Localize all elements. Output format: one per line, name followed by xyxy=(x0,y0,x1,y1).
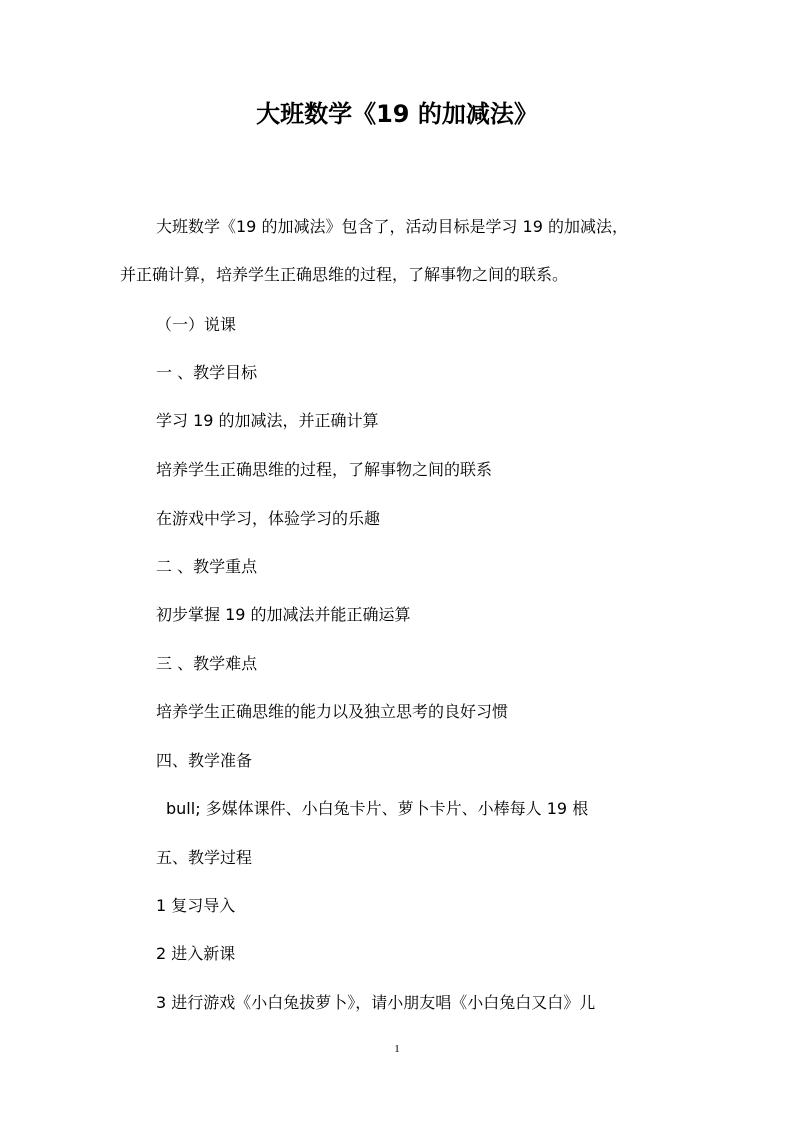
heading-teaching-process: 五、教学过程 xyxy=(156,848,253,867)
goal-item-1: 学习 19 的加减法，并正确计算 xyxy=(156,411,379,430)
heading-preparation: 四、教学准备 xyxy=(156,751,253,770)
heading-key-points: 二 、教学重点 xyxy=(156,557,258,576)
heading-teaching-goals: 一 、教学目标 xyxy=(156,363,258,382)
difficulty-item-1: 培养学生正确思维的能力以及独立思考的良好习惯 xyxy=(156,702,509,721)
section-say-lesson: （一）说课 xyxy=(156,315,237,334)
process-step-1: 1 复习导入 xyxy=(156,896,236,915)
goal-item-2: 培养学生正确思维的过程，了解事物之间的联系 xyxy=(156,460,493,479)
goal-item-3: 在游戏中学习，体验学习的乐趣 xyxy=(156,509,381,528)
intro-paragraph-line-2: 并正确计算，培养学生正确思维的过程，了解事物之间的联系。 xyxy=(120,265,569,284)
key-point-item-1: 初步掌握 19 的加减法并能正确运算 xyxy=(156,605,411,624)
heading-difficulties: 三 、教学难点 xyxy=(156,654,258,673)
intro-paragraph-line-1: 大班数学《19 的加减法》包含了，活动目标是学习 19 的加减法， xyxy=(156,217,628,236)
document-title: 大班数学《19 的加减法》 xyxy=(256,100,538,128)
page-number: 1 xyxy=(394,1043,400,1055)
process-step-2: 2 进入新课 xyxy=(156,944,236,963)
process-step-3: 3 进行游戏《小白兔拔萝卜》，请小朋友唱《小白兔白又白》儿 xyxy=(156,993,596,1012)
preparation-item-1: bull; 多媒体课件、小白兔卡片、萝卜卡片、小棒每人 19 根 xyxy=(166,799,589,818)
